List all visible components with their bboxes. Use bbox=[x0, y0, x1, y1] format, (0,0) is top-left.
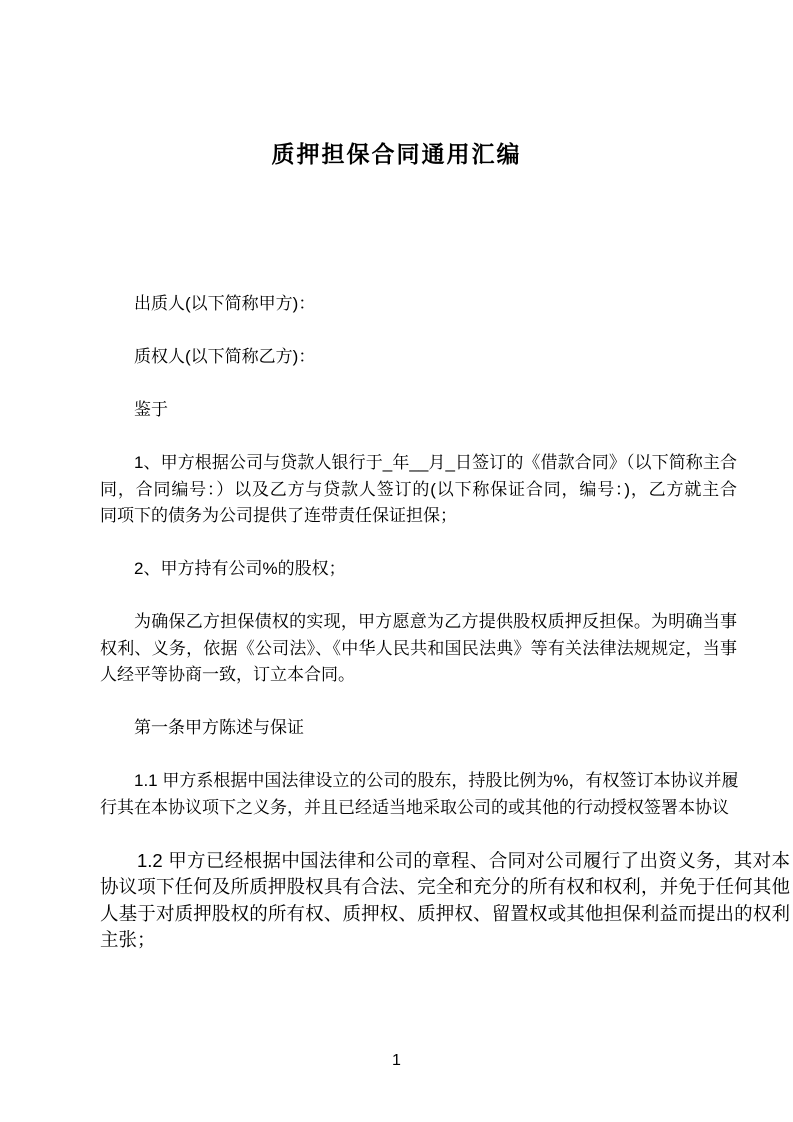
paragraph bbox=[100, 450, 737, 530]
document-title: 质押担保合同通用汇编 bbox=[271, 141, 522, 167]
text-line: 质权人(以下简称乙方)： bbox=[134, 347, 316, 366]
text-line: 权利、义务，依据《公司法》、《中华人民共和国民法典》等有关法律法规规定，当事 bbox=[100, 638, 737, 658]
text-line: 同，合同编号：）以及乙方与贷款人签订的(以下称保证合同，编号：)，乙方就主合 bbox=[100, 479, 737, 499]
paragraph bbox=[100, 609, 737, 689]
text-line: 第一条甲方陈述与保证 bbox=[134, 718, 304, 737]
page-number: 1 bbox=[392, 1052, 401, 1069]
paragraph bbox=[100, 768, 737, 821]
text-line: 2、甲方持有公司%的股权； bbox=[134, 559, 346, 578]
paragraph bbox=[100, 291, 737, 318]
paragraph bbox=[100, 344, 737, 371]
contract-body bbox=[100, 291, 790, 954]
text-line: 人经平等协商一致，订立本合同。 bbox=[100, 665, 355, 684]
text-line: 1.2 甲方已经根据中国法律和公司的章程、合同对公司履行了出资义务，其对本 bbox=[137, 849, 790, 871]
text-line: 人基于对质押股权的所有权、质押权、质押权、留置权或其他担保利益而提出的权利 bbox=[100, 902, 790, 924]
text-line: 为确保乙方担保债权的实现，甲方愿意为乙方提供股权质押反担保。为明确当事 bbox=[134, 612, 737, 631]
text-line: 出质人(以下简称甲方)： bbox=[134, 294, 316, 313]
text-line: 主张； bbox=[100, 929, 156, 950]
paragraph bbox=[100, 715, 737, 742]
paragraph bbox=[100, 397, 737, 424]
text-line: 1、甲方根据公司与贷款人银行于_年__月_日签订的《借款合同》（以下简称主合 bbox=[134, 453, 737, 472]
text-line: 同项下的债务为公司提供了连带责任保证担保； bbox=[100, 506, 457, 525]
text-line: 行其在本协议项下之义务，并且已经适当地采取公司的或其他的行动授权签署本协议 bbox=[100, 797, 729, 817]
paragraph bbox=[100, 848, 790, 954]
text-line: 1.1 甲方系根据中国法律设立的公司的股东，持股比例为%，有权签订本协议并履 bbox=[134, 771, 739, 790]
text-line: 协议项下任何及所质押股权具有合法、完全和充分的所有权和权利，并免于任何其他 bbox=[100, 876, 790, 897]
paragraph bbox=[100, 556, 737, 583]
text-line: 鉴于 bbox=[134, 400, 168, 419]
